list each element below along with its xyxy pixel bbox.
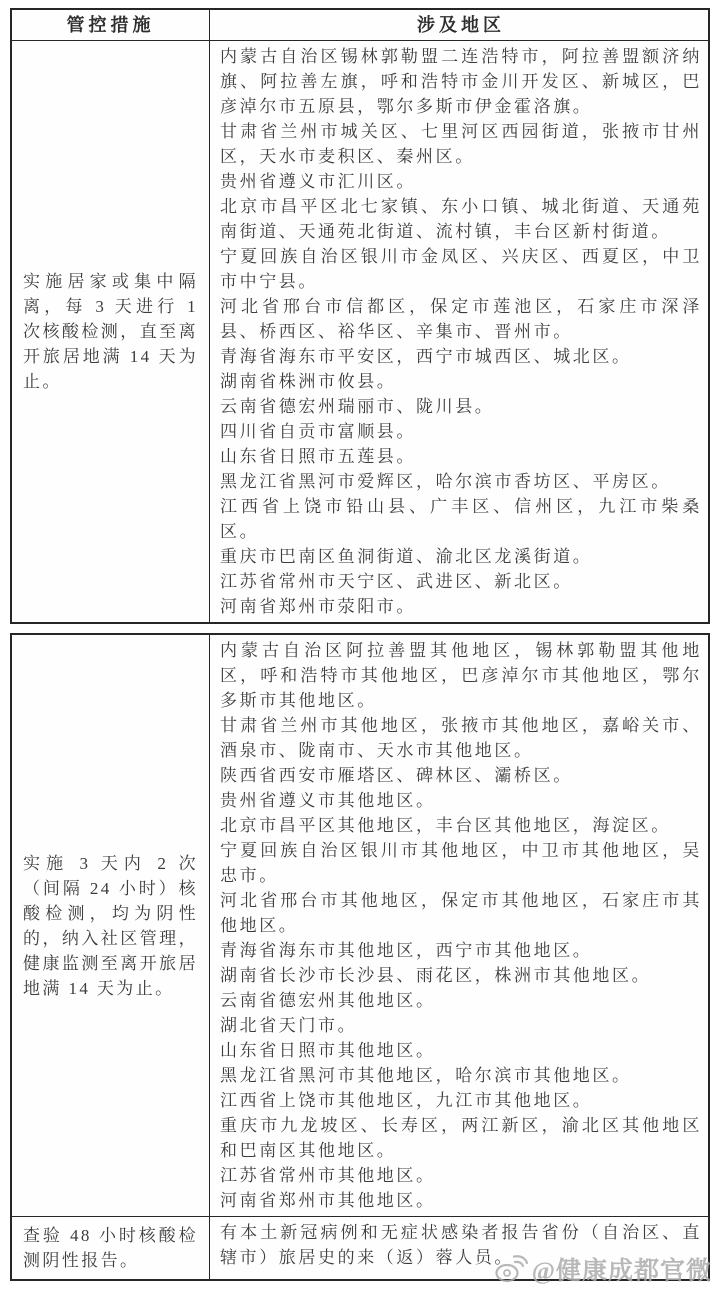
region-paragraph: 青海省海东市平安区，西宁市城西区、城北区。 xyxy=(220,347,632,366)
region-paragraph: 云南省德宏州其他地区。 xyxy=(220,991,436,1010)
region-paragraph: 河北省邢台市信都区，保定市莲池区，石家庄市深泽县、桥西区、裕华区、辛集市、晋州市。 xyxy=(220,297,702,341)
region-paragraph: 黑龙江省黑河市其他地区，哈尔滨市其他地区。 xyxy=(220,1066,632,1085)
region-paragraph: 江苏省常州市其他地区。 xyxy=(220,1166,436,1185)
region-paragraph: 贵州省遵义市其他地区。 xyxy=(220,791,436,810)
table-row xyxy=(12,1216,708,1279)
measure-text: 查验 48 小时核酸检测阴性报告。 xyxy=(23,1226,198,1270)
region-paragraph: 山东省日照市五莲县。 xyxy=(220,447,416,466)
control-measures-table-section-1 xyxy=(10,8,710,624)
region-paragraph: 宁夏回族自治区银川市金凤区、兴庆区、西夏区，中卫市中宁县。 xyxy=(220,247,702,291)
measure-text: 实施 3 天内 2 次（间隔 24 小时）核酸检测，均为阴性的，纳入社区管理，健康监测至离开旅居地满 14 天为止。 xyxy=(23,853,198,998)
region-paragraph: 青海省海东市其他地区，西宁市其他地区。 xyxy=(220,941,593,960)
region-paragraph: 江西省上饶市其他地区，九江市其他地区。 xyxy=(220,1091,593,1110)
table-section-divider xyxy=(10,624,710,633)
region-paragraph: 湖南省株洲市攸县。 xyxy=(220,372,397,391)
regions-cell-row-2 xyxy=(210,635,708,1216)
control-measures-table-section-2 xyxy=(10,633,710,1281)
region-paragraph: 江苏省常州市天宁区、武进区、新北区。 xyxy=(220,572,573,591)
region-paragraph: 黑龙江省黑河市爱辉区，哈尔滨市香坊区、平房区。 xyxy=(220,472,671,491)
table-row xyxy=(12,40,708,622)
region-paragraph: 北京市昌平区其他地区，丰台区其他地区，海淀区。 xyxy=(220,816,671,835)
region-paragraph: 陕西省西安市雁塔区、碑林区、灞桥区。 xyxy=(220,766,573,785)
measure-cell-row-3 xyxy=(12,1217,210,1279)
regions-cell-row-3 xyxy=(210,1217,708,1279)
region-paragraph: 河南省郑州市其他地区。 xyxy=(220,1191,436,1210)
region-paragraph: 重庆市巴南区鱼洞街道、渝北区龙溪街道。 xyxy=(220,547,593,566)
regions-cell-row-1 xyxy=(210,41,708,622)
region-paragraph: 贵州省遵义市汇川区。 xyxy=(220,172,416,191)
region-paragraph: 云南省德宏州瑞丽市、陇川县。 xyxy=(220,397,495,416)
table-row xyxy=(12,635,708,1216)
region-paragraph: 有本土新冠病例和无症状感染者报告省份（自治区、直辖市）旅居史的来（返）蓉人员。 xyxy=(220,1223,702,1267)
region-paragraph: 甘肃省兰州市城关区、七里河区西园街道，张掖市甘州区，天水市麦积区、秦州区。 xyxy=(220,122,702,166)
region-paragraph: 重庆市九龙坡区、长寿区，两江新区，渝北区其他地区和巴南区其他地区。 xyxy=(220,1116,702,1160)
region-paragraph: 内蒙古自治区阿拉善盟其他地区，锡林郭勒盟其他地区，呼和浩特市其他地区，巴彦淖尔市其他地区，鄂尔多斯市其他地区。 xyxy=(220,641,702,710)
column-header-regions: 涉及地区 xyxy=(417,15,505,35)
region-paragraph: 北京市昌平区北七家镇、东小口镇、城北街道、天通苑南街道、天通苑北街道、流村镇，丰台区新村街道。 xyxy=(220,197,702,241)
region-paragraph: 甘肃省兰州市其他地区，张掖市其他地区，嘉峪关市、酒泉市、陇南市、天水市其他地区。 xyxy=(220,716,702,760)
measure-text: 实施居家或集中隔离，每 3 天进行 1 次核酸检测，直至离开旅居地满 14 天为止。 xyxy=(23,272,198,391)
region-paragraph: 内蒙古自治区锡林郭勒盟二连浩特市，阿拉善盟额济纳旗、阿拉善左旗，呼和浩特市金川开发区、新城区，巴彦淖尔市五原县，鄂尔多斯市伊金霍洛旗。 xyxy=(220,47,702,116)
table-header-row xyxy=(12,10,708,40)
region-paragraph: 江西省上饶市铅山县、广丰区、信州区，九江市柴桑区。 xyxy=(220,497,702,541)
measure-cell-row-2 xyxy=(12,635,210,1216)
watermark-text: @健康成都官微 xyxy=(531,1258,712,1285)
column-header-measures: 管控措施 xyxy=(12,10,210,40)
region-paragraph: 湖北省天门市。 xyxy=(220,1016,358,1035)
region-paragraph: 宁夏回族自治区银川市其他地区，中卫市其他地区，吴忠市。 xyxy=(220,841,702,885)
region-paragraph: 河北省邢台市其他地区，保定市其他地区，石家庄市其他地区。 xyxy=(220,891,702,935)
region-paragraph: 河南省郑州市荥阳市。 xyxy=(220,597,416,616)
region-paragraph: 四川省自贡市富顺县。 xyxy=(220,422,416,441)
measure-cell-row-1 xyxy=(12,41,210,622)
region-paragraph: 湖南省长沙市长沙县、雨花区，株洲市其他地区。 xyxy=(220,966,652,985)
region-paragraph: 山东省日照市其他地区。 xyxy=(220,1041,436,1060)
